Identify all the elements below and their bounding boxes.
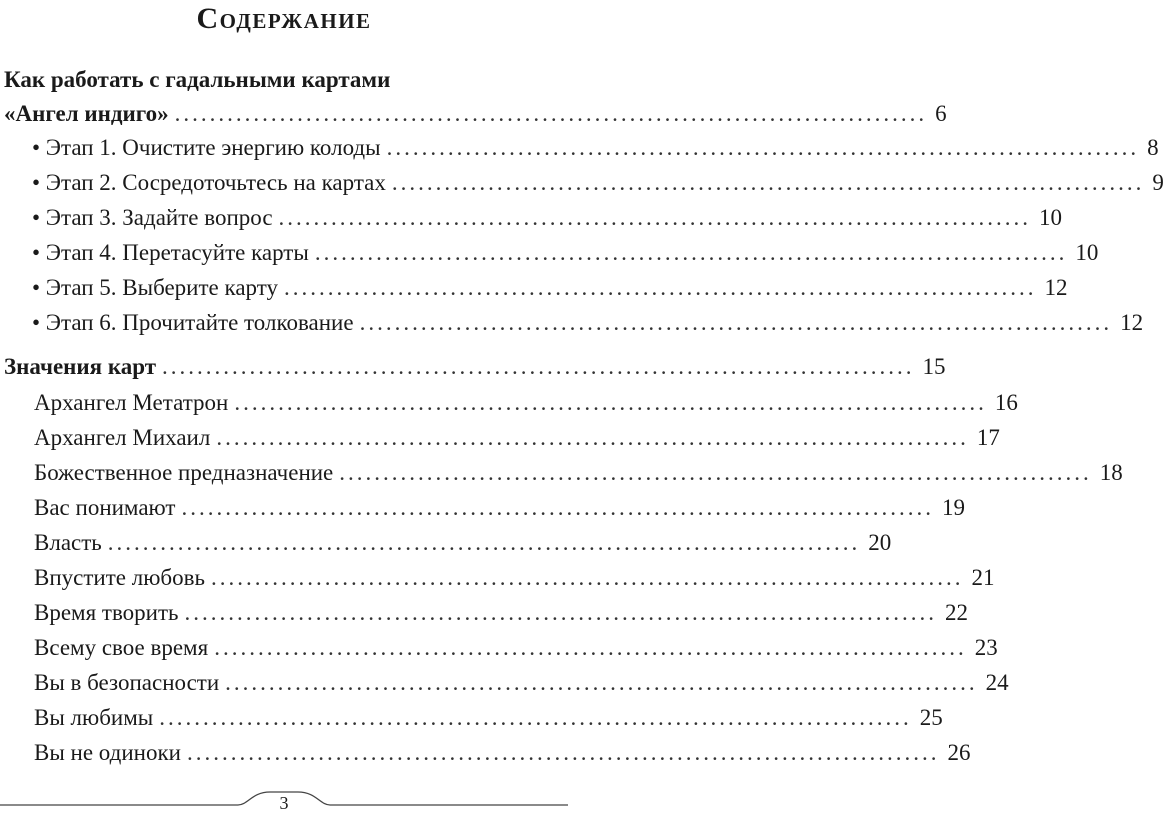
toc-row[interactable]	[0, 201, 1063, 235]
toc-page-number: 23	[974, 635, 998, 660]
toc-label: Вы любимы	[34, 705, 154, 730]
toc-label: Время творить	[34, 600, 179, 625]
toc-row[interactable]	[0, 526, 892, 560]
toc-row[interactable]	[0, 596, 969, 630]
toc-row[interactable]	[0, 166, 1164, 200]
toc-row-section-1[interactable]	[0, 97, 947, 131]
dot-leader: ......................................................................................	[391, 170, 1145, 195]
dot-leader: ......................................................................................	[283, 275, 1037, 300]
toc-page-number: 18	[1099, 460, 1123, 485]
toc-row[interactable]	[0, 236, 1099, 270]
toc-label: Власть	[34, 530, 102, 555]
toc-page-number: 25	[919, 705, 943, 730]
toc-page-number: 10	[1039, 205, 1063, 230]
toc-page-number: 9	[1152, 170, 1164, 195]
toc-row[interactable]	[0, 421, 1000, 455]
toc-page-number: 6	[935, 101, 947, 126]
toc-label: • Этап 2. Сосредоточьтесь на картах	[32, 170, 386, 195]
section-heading-line1: Как работать с гадальными картами	[4, 67, 391, 92]
dot-leader: ......................................................................................	[278, 205, 1032, 230]
dot-leader: ......................................................................................	[159, 705, 912, 730]
toc-row[interactable]	[0, 701, 943, 735]
toc-page-number: 10	[1075, 240, 1099, 265]
dot-leader: ......................................................................................	[174, 101, 928, 126]
dot-leader: ......................................................................................	[184, 600, 938, 625]
toc-row[interactable]	[0, 271, 1068, 305]
toc-row[interactable]	[0, 456, 1123, 490]
toc-label: Вас понимают	[34, 495, 176, 520]
dot-leader: ......................................................................................	[186, 740, 940, 765]
toc-row[interactable]	[0, 736, 971, 770]
toc-page-number: 22	[945, 600, 969, 625]
toc-row[interactable]	[0, 131, 1159, 165]
toc-row[interactable]	[0, 631, 998, 665]
toc-label: Значения карт	[4, 354, 157, 379]
toc-label: Архангел Метатрон	[34, 390, 229, 415]
toc-page-number: 8	[1147, 135, 1159, 160]
dot-leader: ......................................................................................	[162, 354, 915, 379]
toc-page-number: 17	[976, 425, 1000, 450]
page-number: 3	[279, 793, 289, 813]
toc-page-number: 12	[1120, 310, 1144, 335]
toc-row[interactable]	[0, 561, 995, 595]
toc-page-number: 15	[922, 354, 946, 379]
dot-leader: ......................................................................................	[181, 495, 934, 520]
toc-label: Архангел Михаил	[34, 425, 211, 450]
toc-row[interactable]	[0, 306, 1144, 340]
toc-page-number: 12	[1044, 275, 1068, 300]
dot-leader: ......................................................................................	[314, 240, 1068, 265]
toc-label: Впустите любовь	[34, 565, 205, 590]
toc-label: Вы не одиноки	[34, 740, 181, 765]
toc-label: «Ангел индиго»	[4, 101, 169, 126]
toc-label: • Этап 3. Задайте вопрос	[32, 205, 273, 230]
toc-label: Всему свое время	[34, 635, 209, 660]
toc-label: • Этап 4. Перетасуйте карты	[32, 240, 309, 265]
dot-leader: ......................................................................................	[214, 635, 967, 660]
toc-page-number: 16	[994, 390, 1018, 415]
dot-leader: ......................................................................................	[339, 460, 1092, 485]
toc-row[interactable]	[0, 491, 965, 525]
toc-row[interactable]	[0, 386, 1018, 420]
toc-label: • Этап 1. Очистите энергию колоды	[32, 135, 381, 160]
toc-label: Божественное предназначение	[34, 460, 334, 485]
toc-page-number: 21	[971, 565, 995, 590]
toc-page-number: 20	[868, 530, 892, 555]
dot-leader: ......................................................................................	[359, 310, 1113, 335]
toc-row[interactable]	[0, 666, 1009, 700]
dot-leader: ......................................................................................	[386, 135, 1140, 160]
dot-leader: ......................................................................................	[234, 390, 987, 415]
toc-page-number: 19	[941, 495, 965, 520]
dot-leader: ......................................................................................	[225, 670, 978, 695]
dot-leader: ......................................................................................	[210, 565, 964, 590]
page-title: Содержание	[196, 2, 372, 35]
toc-label: • Этап 6. Прочитайте толкование	[32, 310, 354, 335]
toc-label: Вы в безопасности	[34, 670, 220, 695]
toc-page-number: 24	[985, 670, 1009, 695]
dot-leader: ......................................................................................	[107, 530, 861, 555]
toc-page-number: 26	[947, 740, 971, 765]
toc-label: • Этап 5. Выберите карту	[32, 275, 278, 300]
toc-row-section-2[interactable]	[0, 350, 946, 384]
dot-leader: ......................................................................................	[216, 425, 969, 450]
